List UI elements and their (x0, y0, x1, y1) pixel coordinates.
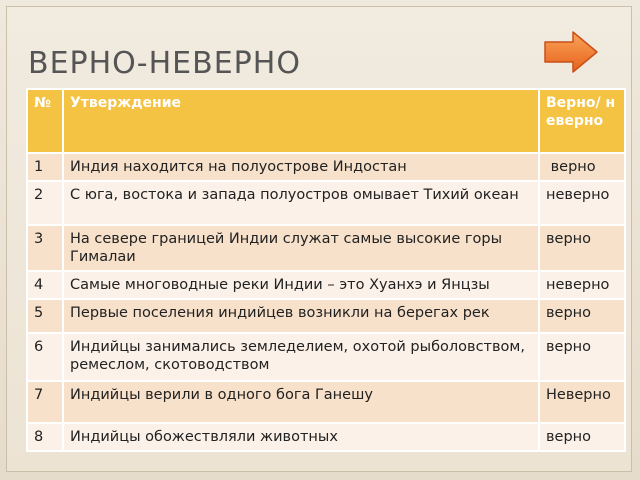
slide-title: ВЕРНО-НЕВЕРНО (28, 46, 301, 81)
row-num: 6 (27, 333, 63, 381)
table-row (27, 333, 625, 381)
row-statement: Самые многоводные реки Индии – это Хуанхэ и Янцзы (63, 271, 539, 299)
row-num: 3 (27, 225, 63, 271)
row-answer: неверно (539, 271, 625, 299)
row-num: 4 (27, 271, 63, 299)
row-answer: верно (539, 153, 625, 181)
table-row (27, 271, 625, 299)
row-num: 8 (27, 423, 63, 451)
row-num: 1 (27, 153, 63, 181)
table-row (27, 153, 625, 181)
row-statement: Первые поселения индийцев возникли на берегах рек (63, 299, 539, 333)
table-row (27, 381, 625, 423)
row-statement: Индийцы занимались земледелием, охотой рыболовством, ремеслом, скотоводством (63, 333, 539, 381)
row-answer: верно (539, 225, 625, 271)
row-num: 5 (27, 299, 63, 333)
row-statement: Индийцы обожествляли животных (63, 423, 539, 451)
row-statement: Индийцы верили в одного бога Ганешу (63, 381, 539, 423)
statements-table (26, 88, 626, 452)
row-statement: Индия находится на полуострове Индостан (63, 153, 539, 181)
row-num: 7 (27, 381, 63, 423)
table-header-row (27, 89, 625, 153)
row-statement: С юга, востока и запада полуостров омывает Тихий океан (63, 181, 539, 225)
table-row (27, 423, 625, 451)
table-row (27, 225, 625, 271)
header-num: № (27, 89, 63, 153)
row-answer: неверно (539, 181, 625, 225)
table-row (27, 299, 625, 333)
row-answer: верно (539, 333, 625, 381)
row-num: 2 (27, 181, 63, 225)
row-answer: верно (539, 299, 625, 333)
header-answer: Верно/ неверно (539, 89, 625, 153)
row-statement: На севере границей Индии служат самые высокие горы Гималаи (63, 225, 539, 271)
row-answer: Неверно (539, 381, 625, 423)
header-statement: Утверждение (63, 89, 539, 153)
right-arrow-icon[interactable] (543, 30, 599, 74)
row-answer: верно (539, 423, 625, 451)
table-row (27, 181, 625, 225)
